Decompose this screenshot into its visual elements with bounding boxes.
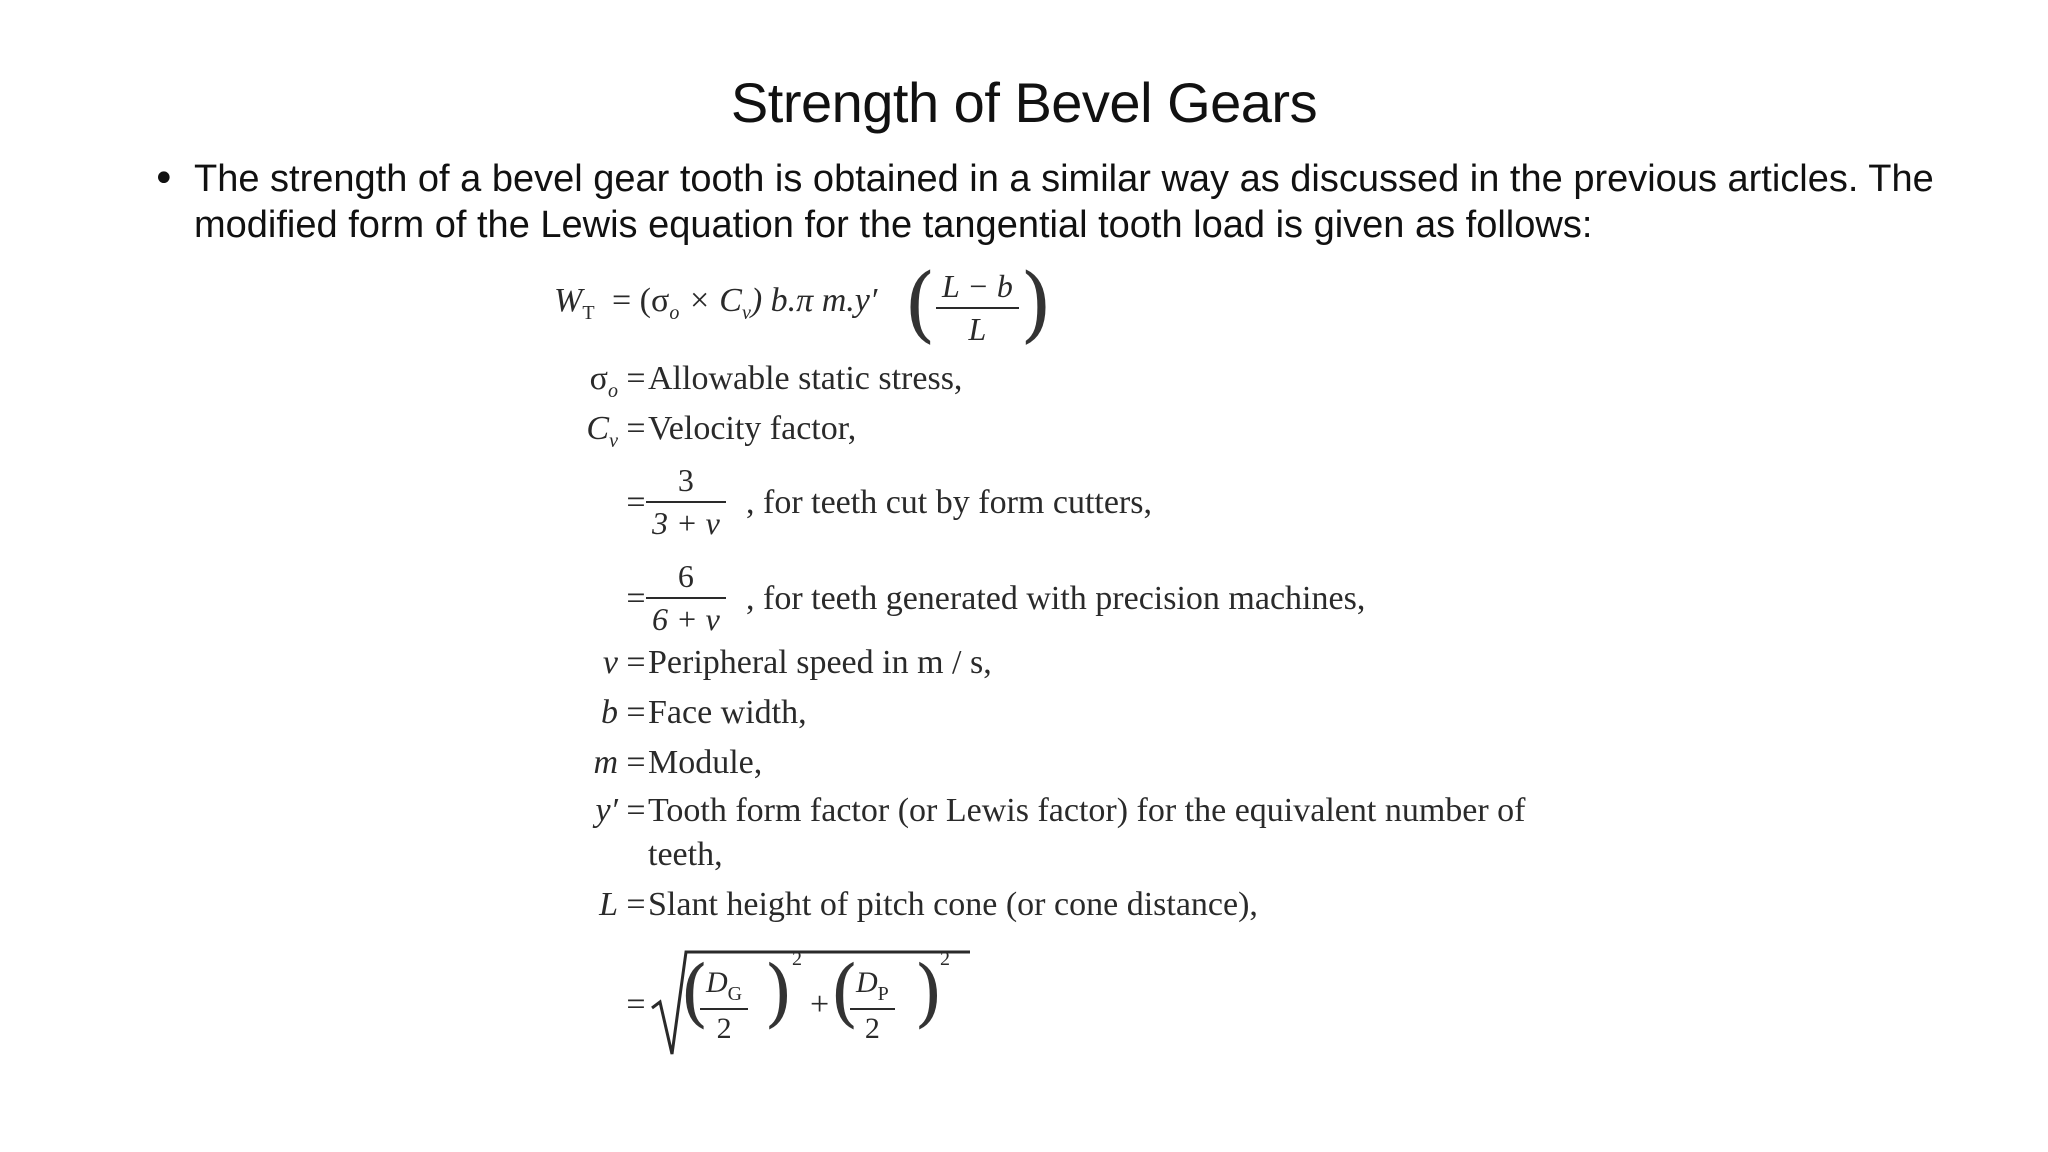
slide-title: Strength of Bevel Gears (730, 71, 1318, 134)
cv1-fraction: 3 3 + v (646, 462, 726, 542)
L-text: Slant height of pitch cone (or cone distance), (648, 886, 1258, 923)
def-L-formula: = ( $D_G$ 2 ) 2 + ( $D_P$ 2 ) 2 (540, 942, 940, 1062)
fraction-bar (936, 307, 1019, 309)
wt-symbol: $W_T$ (554, 282, 595, 324)
cv1-text: , for teeth cut by form cutters, (746, 484, 1152, 521)
equation-block: $W_T$ = $(\sigma_o \times C_v)$ b.π m.y′ ( L − b L ) $\sigma_o$ = Allowable static stress, $C_v$ = Velocity factor, = 3 3 + v , for teeth cut by form cutters, = 6 6 + v , for teeth generated with precision machines, v = Peripheral speed in m / s, b = Face width, m = Module, y′ = Tooth form factor (or Lewis factor) for the equivalent number of teeth, L = Slant height of pitch cone (or cone distance), = ( $D_G$ 2 ) 2 + ( $D_P$ 2 ) 2 (540, 262, 1640, 1082)
right-paren: ) (1020, 257, 1052, 352)
main-rhs: = $(\sigma_o \times C_v)$ b.π m.y′ (612, 282, 878, 324)
cv-text: Velocity factor, (648, 410, 857, 447)
sigma-symbol: $\sigma_o$ (589, 360, 618, 402)
cv-symbol: $C_v$ (586, 410, 618, 452)
y-text: Tooth form factor (or Lewis factor) for the equivalent number of (648, 792, 1526, 829)
b-text: Face width, (648, 694, 807, 731)
main-fraction-denominator: L (968, 311, 987, 347)
v-text: Peripheral speed in m / s, (648, 644, 992, 681)
v-symbol: v (602, 644, 618, 681)
left-paren: ( (904, 257, 936, 352)
cv2-fraction: 6 6 + v (646, 558, 726, 638)
dp-fraction: $D_P$ 2 (850, 966, 895, 1046)
m-text: Module, (648, 744, 763, 781)
m-symbol: m (593, 744, 618, 781)
dg-fraction: $D_G$ 2 (700, 966, 748, 1046)
bullet-dot-icon: • (152, 156, 176, 202)
sigma-text: Allowable static stress, (648, 360, 963, 397)
main-fraction (936, 268, 1019, 348)
main-fraction-numerator: L − b (942, 268, 1013, 304)
b-symbol: b (601, 694, 618, 731)
bullet-text: The strength of a bevel gear tooth is obtained in a similar way as discussed in the previous articles. The modified form of the Lewis equation for the tangential tooth load is given as follows: (194, 158, 1934, 246)
y-text-cont: teeth, (648, 836, 723, 873)
L-symbol: L (599, 886, 618, 923)
y-symbol: y′ (595, 792, 618, 829)
cv2-text: , for teeth generated with precision machines, (746, 580, 1366, 617)
